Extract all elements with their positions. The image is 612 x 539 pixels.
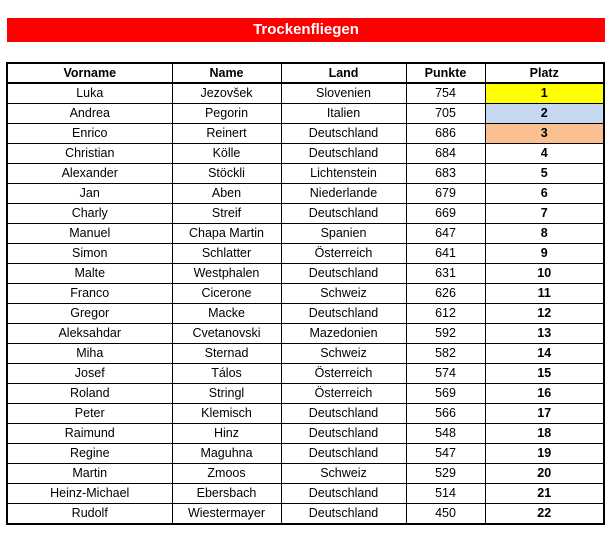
cell-vorname: Gregor [7, 304, 172, 324]
cell-land: Deutschland [281, 484, 406, 504]
table-row [7, 224, 604, 244]
cell-platz: 11 [485, 284, 604, 304]
cell-land: Österreich [281, 364, 406, 384]
table-header-row [7, 63, 604, 83]
cell-vorname: Alexander [7, 164, 172, 184]
cell-platz: 6 [485, 184, 604, 204]
cell-punkte: 529 [406, 464, 485, 484]
cell-platz: 15 [485, 364, 604, 384]
cell-land: Österreich [281, 244, 406, 264]
cell-vorname: Rudolf [7, 504, 172, 525]
cell-land: Schweiz [281, 284, 406, 304]
cell-land: Österreich [281, 384, 406, 404]
table-row [7, 484, 604, 504]
cell-name: Hinz [172, 424, 281, 444]
cell-platz: 16 [485, 384, 604, 404]
table-row [7, 124, 604, 144]
cell-vorname: Heinz-Michael [7, 484, 172, 504]
cell-platz: 21 [485, 484, 604, 504]
cell-name: Ebersbach [172, 484, 281, 504]
cell-vorname: Simon [7, 244, 172, 264]
cell-name: Chapa Martin [172, 224, 281, 244]
header-punkte: Punkte [406, 63, 485, 83]
cell-punkte: 566 [406, 404, 485, 424]
cell-platz: 2 [485, 104, 604, 124]
cell-punkte: 641 [406, 244, 485, 264]
table-row [7, 384, 604, 404]
cell-vorname: Manuel [7, 224, 172, 244]
cell-name: Westphalen [172, 264, 281, 284]
cell-land: Deutschland [281, 144, 406, 164]
cell-vorname: Andrea [7, 104, 172, 124]
cell-vorname: Charly [7, 204, 172, 224]
cell-vorname: Regine [7, 444, 172, 464]
table-row [7, 104, 604, 124]
cell-name: Streif [172, 204, 281, 224]
cell-platz: 9 [485, 244, 604, 264]
cell-platz: 10 [485, 264, 604, 284]
cell-land: Deutschland [281, 264, 406, 284]
cell-land: Schweiz [281, 464, 406, 484]
table-row [7, 284, 604, 304]
cell-platz: 13 [485, 324, 604, 344]
cell-punkte: 631 [406, 264, 485, 284]
cell-vorname: Malte [7, 264, 172, 284]
cell-vorname: Luka [7, 83, 172, 104]
cell-land: Schweiz [281, 344, 406, 364]
cell-land: Niederlande [281, 184, 406, 204]
table-row [7, 324, 604, 344]
cell-land: Slovenien [281, 83, 406, 104]
cell-platz: 5 [485, 164, 604, 184]
table-row [7, 444, 604, 464]
cell-vorname: Aleksahdar [7, 324, 172, 344]
cell-punkte: 705 [406, 104, 485, 124]
cell-land: Deutschland [281, 404, 406, 424]
cell-name: Maguhna [172, 444, 281, 464]
cell-name: Cicerone [172, 284, 281, 304]
header-land: Land [281, 63, 406, 83]
cell-name: Wiestermayer [172, 504, 281, 525]
cell-punkte: 582 [406, 344, 485, 364]
cell-platz: 20 [485, 464, 604, 484]
cell-vorname: Roland [7, 384, 172, 404]
cell-platz: 18 [485, 424, 604, 444]
cell-vorname: Miha [7, 344, 172, 364]
cell-land: Mazedonien [281, 324, 406, 344]
table-row [7, 464, 604, 484]
header-name: Name [172, 63, 281, 83]
table-row [7, 504, 604, 525]
cell-name: Stringl [172, 384, 281, 404]
header-vorname: Vorname [7, 63, 172, 83]
cell-land: Deutschland [281, 204, 406, 224]
results-body [7, 83, 604, 524]
cell-platz: 19 [485, 444, 604, 464]
cell-land: Deutschland [281, 304, 406, 324]
header-platz: Platz [485, 63, 604, 83]
cell-platz: 12 [485, 304, 604, 324]
cell-platz: 22 [485, 504, 604, 525]
page-title: Trockenfliegen [7, 18, 605, 42]
cell-punkte: 683 [406, 164, 485, 184]
table-row [7, 304, 604, 324]
table-row [7, 404, 604, 424]
cell-platz: 7 [485, 204, 604, 224]
results-table [6, 62, 605, 525]
cell-punkte: 684 [406, 144, 485, 164]
cell-vorname: Jan [7, 184, 172, 204]
cell-punkte: 647 [406, 224, 485, 244]
table-row [7, 424, 604, 444]
cell-punkte: 514 [406, 484, 485, 504]
cell-punkte: 626 [406, 284, 485, 304]
cell-punkte: 592 [406, 324, 485, 344]
cell-land: Deutschland [281, 424, 406, 444]
cell-vorname: Martin [7, 464, 172, 484]
cell-vorname: Enrico [7, 124, 172, 144]
cell-name: Tálos [172, 364, 281, 384]
cell-punkte: 569 [406, 384, 485, 404]
table-row [7, 364, 604, 384]
cell-land: Deutschland [281, 444, 406, 464]
cell-name: Klemisch [172, 404, 281, 424]
cell-name: Aben [172, 184, 281, 204]
cell-punkte: 548 [406, 424, 485, 444]
cell-punkte: 612 [406, 304, 485, 324]
table-row [7, 164, 604, 184]
cell-platz: 17 [485, 404, 604, 424]
cell-vorname: Raimund [7, 424, 172, 444]
cell-name: Cvetanovski [172, 324, 281, 344]
cell-name: Reinert [172, 124, 281, 144]
cell-punkte: 754 [406, 83, 485, 104]
cell-punkte: 450 [406, 504, 485, 525]
cell-platz: 4 [485, 144, 604, 164]
cell-vorname: Josef [7, 364, 172, 384]
cell-platz: 1 [485, 83, 604, 104]
cell-name: Kölle [172, 144, 281, 164]
cell-land: Deutschland [281, 124, 406, 144]
table-row [7, 144, 604, 164]
cell-land: Italien [281, 104, 406, 124]
table-row [7, 204, 604, 224]
cell-name: Macke [172, 304, 281, 324]
table-row [7, 184, 604, 204]
table-row [7, 344, 604, 364]
cell-name: Stöckli [172, 164, 281, 184]
cell-vorname: Franco [7, 284, 172, 304]
cell-name: Sternad [172, 344, 281, 364]
table-row [7, 244, 604, 264]
cell-platz: 14 [485, 344, 604, 364]
cell-vorname: Christian [7, 144, 172, 164]
cell-name: Schlatter [172, 244, 281, 264]
cell-land: Deutschland [281, 504, 406, 525]
cell-platz: 8 [485, 224, 604, 244]
cell-vorname: Peter [7, 404, 172, 424]
cell-name: Zmoos [172, 464, 281, 484]
cell-land: Spanien [281, 224, 406, 244]
table-row [7, 83, 604, 104]
cell-platz: 3 [485, 124, 604, 144]
cell-name: Jezovšek [172, 83, 281, 104]
cell-punkte: 669 [406, 204, 485, 224]
cell-punkte: 547 [406, 444, 485, 464]
cell-punkte: 679 [406, 184, 485, 204]
cell-punkte: 686 [406, 124, 485, 144]
cell-land: Lichtenstein [281, 164, 406, 184]
cell-name: Pegorin [172, 104, 281, 124]
table-row [7, 264, 604, 284]
cell-punkte: 574 [406, 364, 485, 384]
